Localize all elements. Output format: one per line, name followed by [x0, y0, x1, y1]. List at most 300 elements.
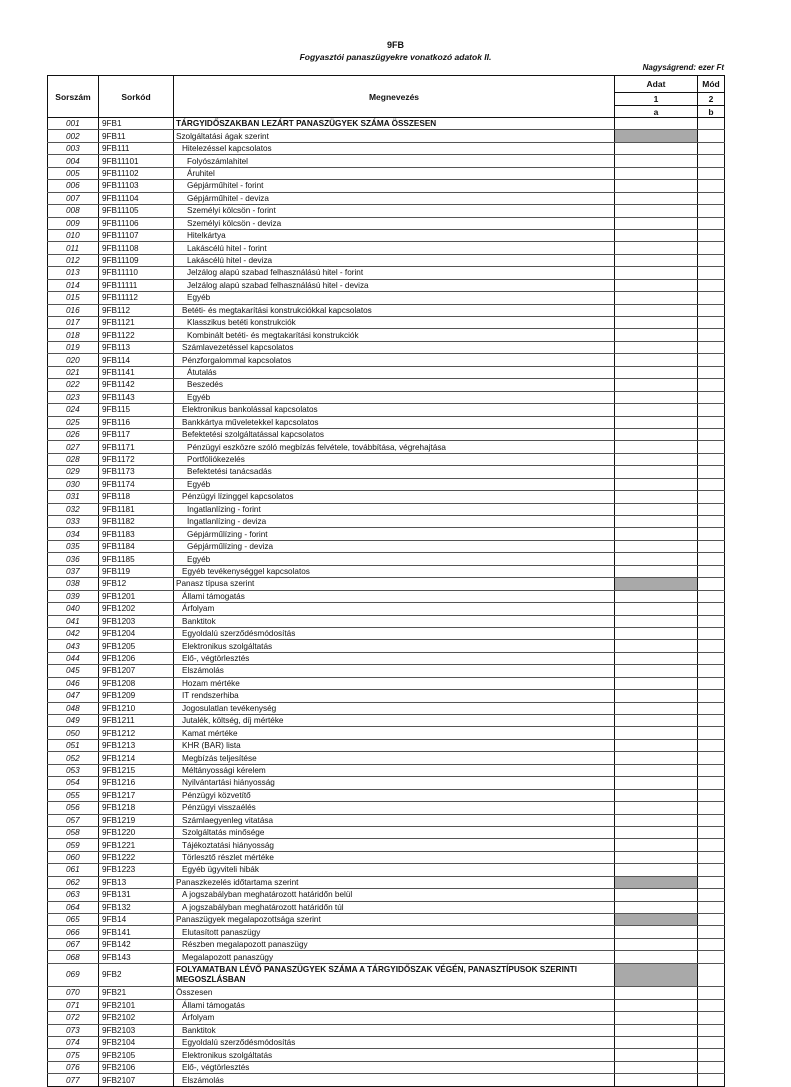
- row-number: 074: [48, 1037, 99, 1049]
- adat-cell[interactable]: [615, 864, 698, 876]
- mod-cell[interactable]: [698, 963, 725, 987]
- mod-cell[interactable]: [698, 503, 725, 515]
- table-row: [48, 764, 725, 776]
- row-number: 072: [48, 1012, 99, 1024]
- mod-cell[interactable]: [698, 180, 725, 192]
- row-code: 9FB1171: [99, 441, 174, 453]
- row-label: Pénzügyi közvetítő: [174, 789, 615, 801]
- adat-cell[interactable]: [615, 1037, 698, 1049]
- table-row: [48, 578, 725, 590]
- table-row: [48, 553, 725, 565]
- mod-cell[interactable]: [698, 317, 725, 329]
- adat-cell[interactable]: [615, 851, 698, 863]
- adat-cell[interactable]: [615, 466, 698, 478]
- mod-cell[interactable]: [698, 1037, 725, 1049]
- mod-cell[interactable]: [698, 789, 725, 801]
- row-number: 048: [48, 702, 99, 714]
- adat-cell[interactable]: [615, 229, 698, 241]
- adat-cell[interactable]: [615, 764, 698, 776]
- adat-cell[interactable]: [615, 926, 698, 938]
- row-code: 9FB141: [99, 926, 174, 938]
- row-label: KHR (BAR) lista: [174, 739, 615, 751]
- mod-cell[interactable]: [698, 777, 725, 789]
- mod-cell[interactable]: [698, 155, 725, 167]
- row-label: A jogszabályban meghatározott határidőn belül: [174, 889, 615, 901]
- table-row: [48, 354, 725, 366]
- mod-cell[interactable]: [698, 901, 725, 913]
- row-label: Egyoldalú szerződésmódosítás: [174, 627, 615, 639]
- mod-cell[interactable]: [698, 267, 725, 279]
- mod-cell[interactable]: [698, 652, 725, 664]
- row-number: 042: [48, 627, 99, 639]
- adat-cell[interactable]: [615, 889, 698, 901]
- mod-cell[interactable]: [698, 590, 725, 602]
- row-code: 9FB131: [99, 889, 174, 901]
- table-row: [48, 951, 725, 963]
- mod-cell[interactable]: [698, 142, 725, 154]
- row-code: 9FB11: [99, 130, 174, 142]
- adat-cell[interactable]: [615, 652, 698, 664]
- row-label: Panaszügyek megalapozottsága szerint: [174, 914, 615, 926]
- adat-cell[interactable]: [615, 503, 698, 515]
- mod-cell[interactable]: [698, 615, 725, 627]
- row-label: Megalapozott panaszügy: [174, 951, 615, 963]
- row-number: 023: [48, 391, 99, 403]
- row-code: 9FB1218: [99, 802, 174, 814]
- row-label: IT rendszerhiba: [174, 690, 615, 702]
- mod-cell[interactable]: [698, 938, 725, 950]
- adat-cell[interactable]: [615, 304, 698, 316]
- adat-cell[interactable]: [615, 987, 698, 999]
- table-row: [48, 926, 725, 938]
- row-number: 060: [48, 851, 99, 863]
- table-row: [48, 802, 725, 814]
- adat-cell[interactable]: [615, 267, 698, 279]
- row-label: Összesen: [174, 987, 615, 999]
- row-code: 9FB1183: [99, 528, 174, 540]
- mod-cell[interactable]: [698, 665, 725, 677]
- adat-cell[interactable]: [615, 441, 698, 453]
- table-row: [48, 727, 725, 739]
- table-row: [48, 987, 725, 999]
- table-row: [48, 466, 725, 478]
- row-code: 9FB142: [99, 938, 174, 950]
- mod-cell[interactable]: [698, 752, 725, 764]
- row-code: 9FB11107: [99, 229, 174, 241]
- mod-cell[interactable]: [698, 1049, 725, 1061]
- mod-cell[interactable]: [698, 951, 725, 963]
- mod-cell[interactable]: [698, 167, 725, 179]
- adat-cell[interactable]: [615, 715, 698, 727]
- mod-cell[interactable]: [698, 441, 725, 453]
- row-label: Hitelkártya: [174, 229, 615, 241]
- adat-cell[interactable]: [615, 155, 698, 167]
- row-number: 005: [48, 167, 99, 179]
- row-number: 035: [48, 540, 99, 552]
- row-number: 044: [48, 652, 99, 664]
- table-row: [48, 453, 725, 465]
- row-code: 9FB14: [99, 914, 174, 926]
- adat-cell[interactable]: [615, 478, 698, 490]
- mod-cell[interactable]: [698, 466, 725, 478]
- table-row: [48, 665, 725, 677]
- row-number: 014: [48, 279, 99, 291]
- row-label: Méltányossági kérelem: [174, 764, 615, 776]
- mod-cell[interactable]: [698, 254, 725, 266]
- mod-cell[interactable]: [698, 540, 725, 552]
- adat-cell[interactable]: [615, 1074, 698, 1086]
- adat-cell[interactable]: [615, 702, 698, 714]
- row-number: 036: [48, 553, 99, 565]
- adat-cell[interactable]: [615, 254, 698, 266]
- adat-cell[interactable]: [615, 217, 698, 229]
- mod-cell[interactable]: [698, 242, 725, 254]
- mod-cell[interactable]: [698, 416, 725, 428]
- mod-cell[interactable]: [698, 1061, 725, 1073]
- row-code: 9FB11102: [99, 167, 174, 179]
- adat-cell[interactable]: [615, 603, 698, 615]
- table-row: [48, 1074, 725, 1086]
- adat-cell[interactable]: [615, 553, 698, 565]
- adat-cell[interactable]: [615, 192, 698, 204]
- row-number: 031: [48, 491, 99, 503]
- adat-cell[interactable]: [615, 205, 698, 217]
- row-number: 058: [48, 826, 99, 838]
- mod-cell[interactable]: [698, 516, 725, 528]
- row-code: 9FB1172: [99, 453, 174, 465]
- row-code: 9FB1141: [99, 366, 174, 378]
- row-code: 9FB1182: [99, 516, 174, 528]
- mod-cell[interactable]: [698, 565, 725, 577]
- table-row: [48, 615, 725, 627]
- adat-cell[interactable]: [615, 938, 698, 950]
- adat-cell[interactable]: [615, 999, 698, 1011]
- table-row: [48, 118, 725, 130]
- row-label: Árfolyam: [174, 1012, 615, 1024]
- adat-cell: [615, 876, 698, 888]
- row-label: Jelzálog alapú szabad felhasználású hitel - deviza: [174, 279, 615, 291]
- adat-cell[interactable]: [615, 379, 698, 391]
- mod-cell[interactable]: [698, 802, 725, 814]
- header-megnevezes: Megnevezés: [174, 76, 615, 118]
- row-number: 071: [48, 999, 99, 1011]
- mod-cell[interactable]: [698, 690, 725, 702]
- adat-cell[interactable]: [615, 640, 698, 652]
- adat-cell[interactable]: [615, 167, 698, 179]
- table-row: [48, 652, 725, 664]
- adat-cell[interactable]: [615, 453, 698, 465]
- mod-cell[interactable]: [698, 379, 725, 391]
- mod-cell[interactable]: [698, 354, 725, 366]
- table-row: [48, 341, 725, 353]
- mod-cell[interactable]: [698, 491, 725, 503]
- mod-cell[interactable]: [698, 404, 725, 416]
- row-label: Számlavezetéssel kapcsolatos: [174, 341, 615, 353]
- mod-cell[interactable]: [698, 391, 725, 403]
- mod-cell[interactable]: [698, 279, 725, 291]
- adat-cell[interactable]: [615, 627, 698, 639]
- adat-cell[interactable]: [615, 180, 698, 192]
- adat-cell[interactable]: [615, 789, 698, 801]
- row-number: 003: [48, 142, 99, 154]
- row-code: 9FB11111: [99, 279, 174, 291]
- mod-cell[interactable]: [698, 205, 725, 217]
- mod-cell[interactable]: [698, 304, 725, 316]
- mod-cell[interactable]: [698, 876, 725, 888]
- header-sorszam: Sorszám: [48, 76, 99, 118]
- row-code: 9FB21: [99, 987, 174, 999]
- row-number: 021: [48, 366, 99, 378]
- adat-cell[interactable]: [615, 802, 698, 814]
- adat-cell[interactable]: [615, 366, 698, 378]
- adat-cell[interactable]: [615, 1024, 698, 1036]
- mod-cell[interactable]: [698, 217, 725, 229]
- adat-cell[interactable]: [615, 1012, 698, 1024]
- row-code: 9FB13: [99, 876, 174, 888]
- row-number: 038: [48, 578, 99, 590]
- row-number: 020: [48, 354, 99, 366]
- row-code: 9FB11112: [99, 292, 174, 304]
- table-row: [48, 640, 725, 652]
- table-row: [48, 1024, 725, 1036]
- mod-cell[interactable]: [698, 366, 725, 378]
- row-code: 9FB115: [99, 404, 174, 416]
- table-row: [48, 329, 725, 341]
- row-label: Egyéb: [174, 478, 615, 490]
- form-code: 9FB: [386, 40, 404, 50]
- table-row: [48, 690, 725, 702]
- row-code: 9FB111: [99, 142, 174, 154]
- header-adat-letter: a: [615, 106, 698, 118]
- table-row: [48, 428, 725, 440]
- adat-cell[interactable]: [615, 677, 698, 689]
- adat-cell[interactable]: [615, 317, 698, 329]
- row-code: 9FB1223: [99, 864, 174, 876]
- adat-cell[interactable]: [615, 1049, 698, 1061]
- mod-cell[interactable]: [698, 1012, 725, 1024]
- mod-cell[interactable]: [698, 715, 725, 727]
- row-code: 9FB1208: [99, 677, 174, 689]
- row-code: 9FB119: [99, 565, 174, 577]
- adat-cell[interactable]: [615, 354, 698, 366]
- table-row: [48, 254, 725, 266]
- mod-cell[interactable]: [698, 999, 725, 1011]
- adat-cell[interactable]: [615, 391, 698, 403]
- row-code: 9FB1201: [99, 590, 174, 602]
- row-label: Törlesztő részlet mértéke: [174, 851, 615, 863]
- adat-cell[interactable]: [615, 1061, 698, 1073]
- row-code: 9FB1216: [99, 777, 174, 789]
- mod-cell[interactable]: [698, 702, 725, 714]
- adat-cell[interactable]: [615, 329, 698, 341]
- mod-cell[interactable]: [698, 814, 725, 826]
- adat-cell[interactable]: [615, 665, 698, 677]
- mod-cell[interactable]: [698, 1024, 725, 1036]
- row-number: 073: [48, 1024, 99, 1036]
- row-code: 9FB1121: [99, 317, 174, 329]
- adat-cell: [615, 914, 698, 926]
- row-label: Pénzügyi lízinggel kapcsolatos: [174, 491, 615, 503]
- adat-cell[interactable]: [615, 242, 698, 254]
- adat-cell[interactable]: [615, 690, 698, 702]
- table-row: [48, 999, 725, 1011]
- row-code: 9FB1202: [99, 603, 174, 615]
- row-label: Szolgáltatás minősége: [174, 826, 615, 838]
- adat-cell[interactable]: [615, 528, 698, 540]
- row-number: 069: [48, 963, 99, 987]
- mod-cell[interactable]: [698, 292, 725, 304]
- adat-cell[interactable]: [615, 428, 698, 440]
- adat-cell[interactable]: [615, 565, 698, 577]
- table-row: [48, 789, 725, 801]
- mod-cell[interactable]: [698, 130, 725, 142]
- mod-cell[interactable]: [698, 739, 725, 751]
- row-label: Kamat mértéke: [174, 727, 615, 739]
- adat-cell[interactable]: [615, 826, 698, 838]
- table-row: [48, 1049, 725, 1061]
- mod-cell[interactable]: [698, 864, 725, 876]
- adat-cell[interactable]: [615, 118, 698, 130]
- row-number: 039: [48, 590, 99, 602]
- table-row: [48, 503, 725, 515]
- row-code: 9FB2104: [99, 1037, 174, 1049]
- row-code: 9FB1219: [99, 814, 174, 826]
- row-code: 9FB1215: [99, 764, 174, 776]
- mod-cell[interactable]: [698, 1074, 725, 1086]
- adat-cell[interactable]: [615, 142, 698, 154]
- adat-cell[interactable]: [615, 777, 698, 789]
- table-row: [48, 889, 725, 901]
- row-label: Számlaegyenleg vitatása: [174, 814, 615, 826]
- adat-cell[interactable]: [615, 590, 698, 602]
- adat-cell[interactable]: [615, 814, 698, 826]
- mod-cell[interactable]: [698, 453, 725, 465]
- mod-cell[interactable]: [698, 428, 725, 440]
- mod-cell[interactable]: [698, 826, 725, 838]
- table-row: [48, 540, 725, 552]
- mod-cell[interactable]: [698, 478, 725, 490]
- row-number: 032: [48, 503, 99, 515]
- mod-cell[interactable]: [698, 851, 725, 863]
- row-label: Beszedés: [174, 379, 615, 391]
- adat-cell[interactable]: [615, 752, 698, 764]
- adat-cell[interactable]: [615, 341, 698, 353]
- mod-cell[interactable]: [698, 229, 725, 241]
- mod-cell[interactable]: [698, 764, 725, 776]
- row-number: 052: [48, 752, 99, 764]
- adat-cell[interactable]: [615, 839, 698, 851]
- mod-cell[interactable]: [698, 118, 725, 130]
- table-row: [48, 739, 725, 751]
- row-code: 9FB1143: [99, 391, 174, 403]
- mod-cell[interactable]: [698, 528, 725, 540]
- adat-cell[interactable]: [615, 739, 698, 751]
- adat-cell[interactable]: [615, 292, 698, 304]
- row-number: 067: [48, 938, 99, 950]
- table-row: [48, 142, 725, 154]
- header-sorkod: Sorkód: [99, 76, 174, 118]
- table-row: [48, 292, 725, 304]
- table-row: [48, 404, 725, 416]
- table-row: [48, 304, 725, 316]
- row-label: Elektronikus szolgáltatás: [174, 1049, 615, 1061]
- row-code: 9FB2: [99, 963, 174, 987]
- adat-cell[interactable]: [615, 901, 698, 913]
- table-row: [48, 478, 725, 490]
- row-label: Lakáscélú hitel - deviza: [174, 254, 615, 266]
- row-number: 034: [48, 528, 99, 540]
- row-label: Banktitok: [174, 1024, 615, 1036]
- adat-cell[interactable]: [615, 727, 698, 739]
- mod-cell[interactable]: [698, 578, 725, 590]
- row-label: Gépjárműlízing - forint: [174, 528, 615, 540]
- row-code: 9FB1210: [99, 702, 174, 714]
- row-code: 9FB1213: [99, 739, 174, 751]
- adat-cell[interactable]: [615, 516, 698, 528]
- mod-cell[interactable]: [698, 727, 725, 739]
- mod-cell[interactable]: [698, 677, 725, 689]
- adat-cell[interactable]: [615, 279, 698, 291]
- row-number: 056: [48, 802, 99, 814]
- adat-cell[interactable]: [615, 951, 698, 963]
- adat-cell[interactable]: [615, 404, 698, 416]
- table-row: [48, 914, 725, 926]
- mod-cell[interactable]: [698, 627, 725, 639]
- mod-cell[interactable]: [698, 926, 725, 938]
- table-body: [48, 118, 725, 1087]
- row-label: Folyószámlahitel: [174, 155, 615, 167]
- row-number: 001: [48, 118, 99, 130]
- row-code: 9FB11104: [99, 192, 174, 204]
- row-number: 076: [48, 1061, 99, 1073]
- mod-cell[interactable]: [698, 329, 725, 341]
- adat-cell[interactable]: [615, 491, 698, 503]
- mod-cell[interactable]: [698, 987, 725, 999]
- row-label: Megbízás teljesítése: [174, 752, 615, 764]
- adat-cell[interactable]: [615, 615, 698, 627]
- mod-cell[interactable]: [698, 889, 725, 901]
- mod-cell[interactable]: [698, 914, 725, 926]
- row-number: 057: [48, 814, 99, 826]
- header-mod-letter: b: [698, 106, 725, 118]
- row-code: 9FB1181: [99, 503, 174, 515]
- mod-cell[interactable]: [698, 341, 725, 353]
- row-code: 9FB2101: [99, 999, 174, 1011]
- row-number: 054: [48, 777, 99, 789]
- adat-cell[interactable]: [615, 416, 698, 428]
- table-row: [48, 963, 725, 987]
- row-label: FOLYAMATBAN LÉVŐ PANASZÜGYEK SZÁMA A TÁRGYIDŐSZAK VÉGÉN, PANASZTÍPUSOK SZERINTI MEGOSZLÁSBAN: [174, 963, 615, 987]
- row-code: 9FB1185: [99, 553, 174, 565]
- mod-cell[interactable]: [698, 553, 725, 565]
- row-code: 9FB11110: [99, 267, 174, 279]
- row-label: Gépjárműhitel - forint: [174, 180, 615, 192]
- table-row: [48, 516, 725, 528]
- mod-cell[interactable]: [698, 603, 725, 615]
- row-number: 064: [48, 901, 99, 913]
- table-row: [48, 217, 725, 229]
- table-row: [48, 590, 725, 602]
- mod-cell[interactable]: [698, 192, 725, 204]
- row-code: 9FB118: [99, 491, 174, 503]
- row-number: 018: [48, 329, 99, 341]
- mod-cell[interactable]: [698, 839, 725, 851]
- adat-cell[interactable]: [615, 540, 698, 552]
- mod-cell[interactable]: [698, 640, 725, 652]
- row-code: 9FB2107: [99, 1074, 174, 1086]
- row-number: 030: [48, 478, 99, 490]
- row-code: 9FB1122: [99, 329, 174, 341]
